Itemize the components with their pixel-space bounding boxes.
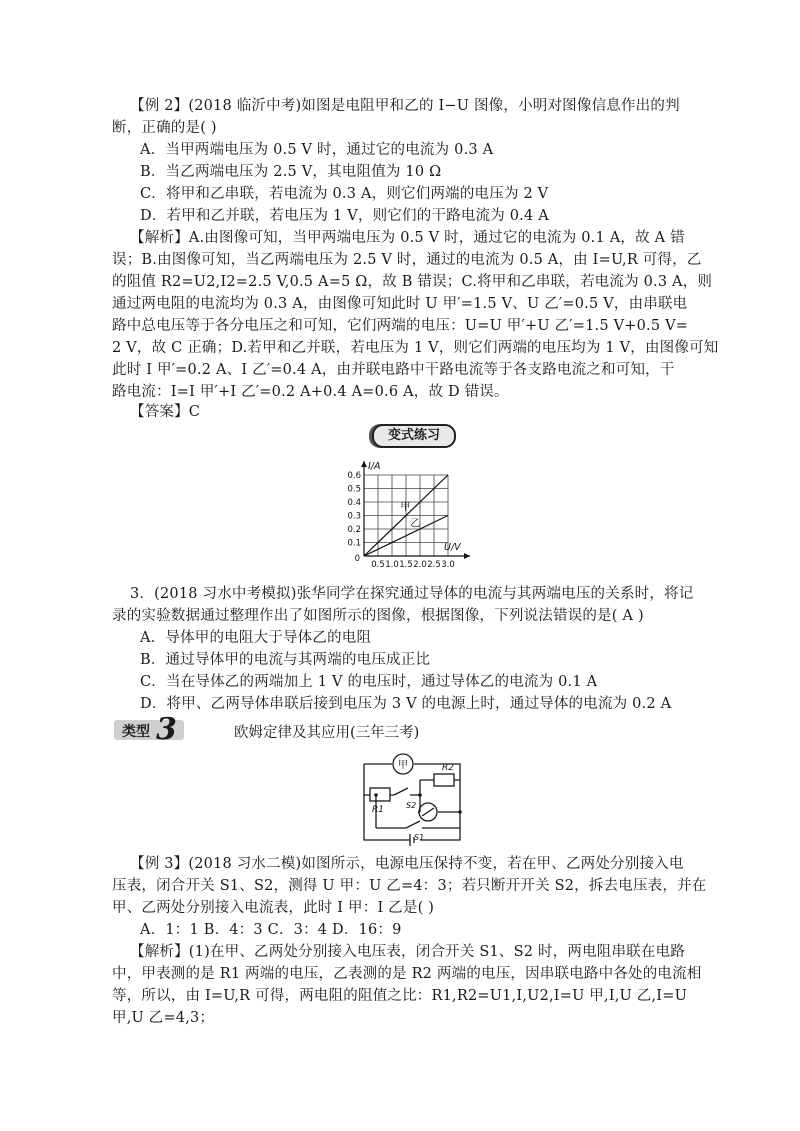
example2-analysis-line5: 路中总电压等于各分电压之和可知，它们两端的电压：U=U 甲′+U 乙′=1.5 V+0.5 V= bbox=[112, 318, 689, 334]
chart-series-label-2: 乙 bbox=[410, 518, 421, 530]
chart-x-tick-label: 1.0 bbox=[385, 560, 399, 570]
chart-x-axis-label: U/V bbox=[444, 542, 461, 553]
type-heading bbox=[112, 712, 712, 747]
example2-option-b: B．当乙两端电压为 2.5 V，其电阻值为 10 Ω bbox=[140, 164, 442, 180]
chart-y-tick-label: 0.4 bbox=[347, 498, 361, 508]
example2-analysis-line7: 此时 I 甲′=0.2 A、I 乙′=0.4 A，由并联电路中干路电流等于各支路电流之和可知，干 bbox=[112, 362, 675, 378]
type-title: 欧姆定律及其应用(三年三考) bbox=[234, 725, 420, 741]
question3-stem-line1: 3．(2018 习水中考模拟)张华同学在探究通过导体的电流与其两端电压的关系时，将记 bbox=[130, 586, 694, 602]
question3-option-b: B．通过导体甲的电流与其两端的电压成正比 bbox=[140, 652, 431, 668]
example2-answer: 【答案】C bbox=[130, 404, 201, 420]
type-tag-number: 3 bbox=[156, 712, 177, 747]
example2-analysis-line3: 的阻值 R2=U2,I2=2.5 V,0.5 A=5 Ω，故 B 错误；C.将甲和乙串联，若电流为 0.3 A，则 bbox=[112, 274, 713, 290]
chart-x-tick-label: 2.0 bbox=[413, 560, 427, 570]
example3-stem-line3: 甲、乙两处分别接入电流表，此时 I 甲：I 乙是( ) bbox=[112, 900, 435, 916]
chart-y-axis-label: I/A bbox=[368, 461, 381, 472]
circuit-s2-label: S2 bbox=[406, 801, 417, 810]
example2-analysis-line2: 误；B.由图像可知，当乙两端电压为 2.5 V 时，通过的电流为 0.5 A，由 I=U,R 可得，乙 bbox=[112, 252, 702, 268]
example2-analysis-line8: 路电流：I=I 甲′+I 乙′=0.2 A+0.4 A=0.6 A，故 D 错误。 bbox=[112, 384, 509, 400]
example3-analysis-line2: 中，甲表测的是 R1 两端的电压，乙表测的是 R2 两端的电压，因串联电路中各处的电流相 bbox=[112, 966, 702, 982]
example2-analysis-line4: 通过两电阻的电流均为 0.3 A，由图像可知此时 U 甲′=1.5 V、U 乙′=0.5 V，由串联电 bbox=[112, 296, 688, 312]
circuit-s1-label: S1 bbox=[414, 833, 425, 842]
chart-y-arrow bbox=[361, 461, 367, 467]
example3-analysis-line1: 【解析】(1)在甲、乙两处分别接入电压表，闭合开关 S1、S2 时，两电阻串联在电路 bbox=[130, 944, 685, 960]
chart-origin-label: 0 bbox=[354, 554, 360, 564]
circuit-r1-label: R1 bbox=[372, 805, 384, 815]
chart-y-tick-label: 0.3 bbox=[347, 511, 361, 522]
question3-stem-line2: 录的实验数据通过整理作出了如图所示的图像，根据图像，下列说法错误的是( A ) bbox=[112, 608, 644, 624]
example2-analysis-line1: 【解析】A.由图像可知，当甲两端电压为 0.5 V 时，通过它的电流为 0.1 A，故 A 错 bbox=[130, 230, 685, 246]
question3-option-d: D．将甲、乙两导体串联后接到电压为 3 V 的电源上时，通过导体的电流为 0.2 A bbox=[140, 696, 672, 712]
chart-x-tick-label: 2.5 bbox=[427, 560, 441, 570]
example2-option-a: A．当甲两端电压为 0.5 V 时，通过它的电流为 0.3 A bbox=[140, 142, 494, 158]
question3-option-c: C．当在导体乙的两端加上 1 V 的电压时，通过导体乙的电流为 0.1 A bbox=[140, 674, 598, 690]
circuit-diagram bbox=[356, 750, 472, 846]
chart-y-tick-label: 0.1 bbox=[347, 538, 361, 549]
example3-stem-line1: 【例 3】(2018 习水二模)如图所示，电源电压保持不变，若在甲、乙两处分别接入电 bbox=[130, 856, 684, 872]
chart-x-arrow bbox=[464, 553, 470, 559]
chart-x-tick-label: 3.0 bbox=[441, 560, 455, 570]
chart-y-tick-label: 0.5 bbox=[347, 484, 361, 495]
example3-stem-line2: 压表，闭合开关 S1、S2，测得 U 甲：U 乙=4：3；若只断开开关 S2，拆去电压表，并在 bbox=[112, 878, 707, 894]
chart-x-tick-label: 1.5 bbox=[399, 560, 413, 570]
type-tag bbox=[114, 712, 184, 747]
example2-option-d: D．若甲和乙并联，若电压为 1 V，则它们的干路电流为 0.4 A bbox=[140, 208, 549, 224]
type-tag-label: 类型 bbox=[122, 724, 150, 740]
example2-analysis-line6: 2 V，故 C 正确；D.若甲和乙并联，若电压为 1 V，则它们两端的电压均为 1 V，由图像可知 bbox=[112, 340, 719, 356]
question3-option-a: A．导体甲的电阻大于导体乙的电阻 bbox=[140, 630, 372, 646]
example3-options: A．1：1 B．4：3 C．3：4 D．16：9 bbox=[140, 922, 402, 938]
example2-option-c: C．将甲和乙串联，若电流为 0.3 A，则它们两端的电压为 2 V bbox=[140, 186, 549, 202]
iu-chart bbox=[328, 452, 498, 574]
circuit-meter-top-label: 甲 bbox=[398, 760, 408, 771]
chart-y-tick-label: 0.6 bbox=[347, 471, 361, 481]
example3-analysis-line4: 甲,U 乙=4,3； bbox=[112, 1010, 215, 1026]
example2-stem-line1: 【例 2】(2018 临沂中考)如图是电阻甲和乙的 I−U 图像，小明对图像信息作出的判 bbox=[130, 98, 680, 114]
section-pill-variant-practice: 变式练习 bbox=[372, 424, 456, 448]
chart-series-label-1: 甲 bbox=[400, 502, 411, 514]
example2-stem-line2: 断，正确的是( ) bbox=[112, 120, 217, 136]
chart-x-tick-label: 0.5 bbox=[371, 560, 385, 570]
chart-y-tick-label: 0.2 bbox=[347, 525, 361, 535]
example3-analysis-line3: 等，所以，由 I=U,R 可得，两电阻的阻值之比：R1,R2=U1,I,U2,I=U 甲,I,U 乙,I=U bbox=[112, 988, 687, 1004]
circuit-r2-label: R2 bbox=[442, 763, 454, 773]
